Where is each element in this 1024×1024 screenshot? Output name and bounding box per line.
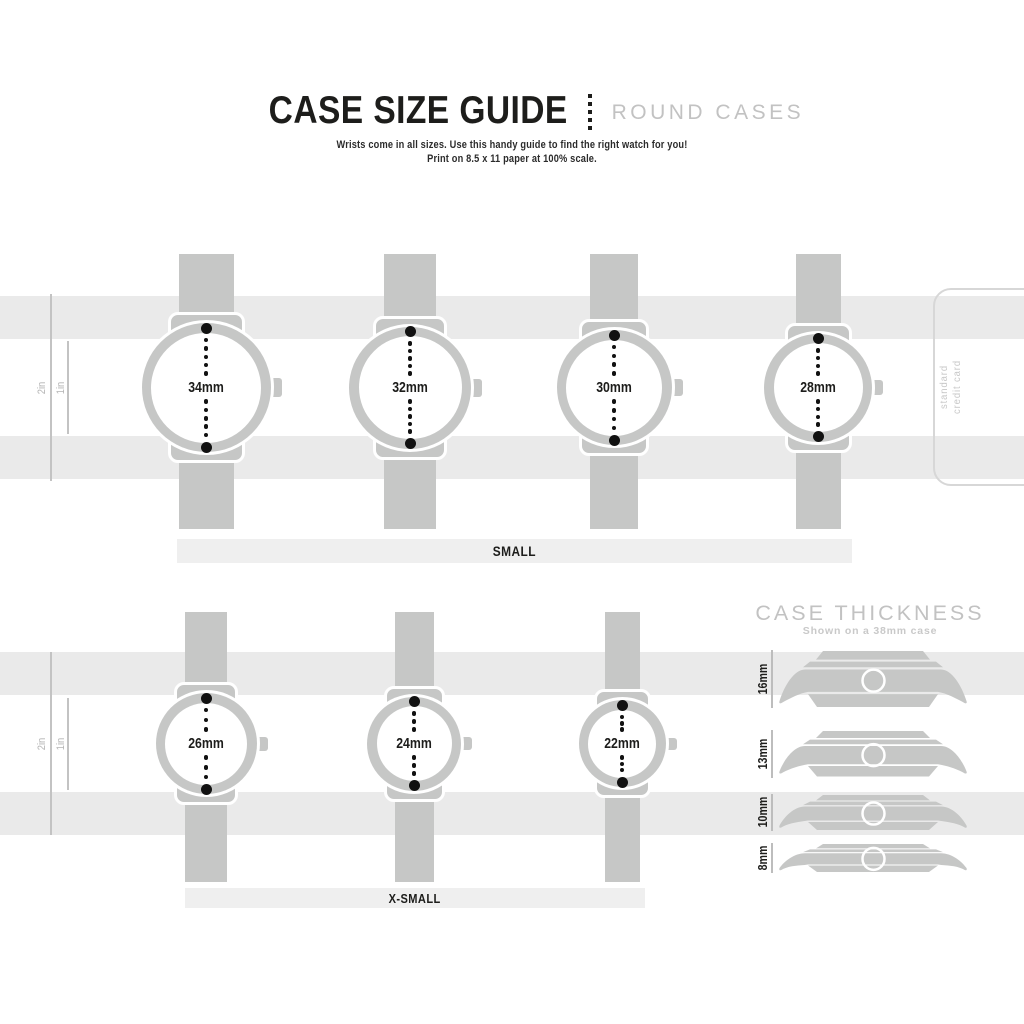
divider-dot [588, 118, 592, 122]
size-group-label: SMALL [492, 543, 537, 559]
diameter-dot [408, 371, 413, 376]
credit-card-label-line2: credit card [951, 359, 963, 415]
watch-size-label: 22mm [604, 734, 640, 752]
diameter-dot [620, 755, 625, 760]
diameter-dot [204, 765, 209, 770]
ruler-1in-label: 1in [55, 381, 67, 394]
description-line-1: Wrists come in all sizes. Use this handy guide to find the right watch for you! [336, 139, 688, 151]
size-group-bar [185, 888, 645, 908]
watch-size-label: 32mm [392, 378, 428, 396]
ruler-1in-line [67, 341, 69, 434]
watch-crown-icon [873, 380, 883, 395]
diameter-endpoint-dot [617, 700, 628, 711]
diameter-dot [412, 755, 417, 760]
size-group-bar [177, 539, 852, 563]
profile-caseback [808, 694, 938, 707]
diameter-endpoint-dot [617, 777, 628, 788]
watch-size-label: 34mm [188, 378, 224, 396]
profile-crystal [816, 651, 930, 660]
diameter-dot [204, 399, 209, 404]
watch-crown-icon [472, 379, 482, 397]
ruler-1in-line [67, 698, 69, 790]
diameter-endpoint-dot [813, 431, 824, 442]
case-thickness-title: CASE THICKNESS [755, 601, 985, 625]
diameter-dot [816, 399, 821, 404]
header [0, 86, 1024, 136]
diameter-dot [408, 429, 413, 434]
profile-caseback [808, 766, 938, 776]
ruler-2in-label: 2in [36, 737, 48, 750]
diameter-dot [620, 721, 625, 726]
divider-dot [588, 102, 592, 106]
diameter-dot [412, 719, 417, 724]
thickness-measure-line [771, 843, 773, 873]
profile-crystal [816, 795, 930, 800]
thickness-measure-line [771, 650, 773, 708]
thickness-label: 8mm [756, 845, 770, 871]
ruler-1in-label: 1in [55, 737, 67, 750]
category-title: ROUND CASES [611, 100, 805, 124]
thickness-label: 10mm [756, 796, 770, 828]
diameter-dot [204, 755, 209, 760]
case-profile-8mm [778, 844, 968, 872]
profile-bezel [803, 849, 943, 852]
diameter-dot [204, 424, 209, 429]
diameter-dot [204, 371, 209, 376]
thickness-label: 13mm [756, 738, 770, 770]
credit-card-label [938, 360, 964, 414]
case-profile-10mm [778, 795, 968, 830]
credit-card-label-line1: standard [938, 365, 950, 409]
diameter-dot [412, 771, 417, 776]
diameter-dot [612, 371, 617, 376]
diameter-dot [204, 727, 209, 732]
watch-size-label: 24mm [396, 734, 432, 752]
divider-dot [588, 110, 592, 114]
case-profile-13mm [778, 731, 968, 777]
diameter-endpoint-dot [609, 435, 620, 446]
watch-size-label: 26mm [188, 734, 224, 752]
page-title: CASE SIZE GUIDE [268, 89, 568, 132]
profile-bezel [803, 662, 943, 668]
watch-crown-icon [673, 379, 683, 396]
watch-size-label: 28mm [800, 378, 836, 396]
diameter-dot [412, 711, 417, 716]
background-stripe [0, 296, 1024, 339]
diameter-endpoint-dot [409, 780, 420, 791]
diameter-dot [204, 416, 209, 421]
diameter-dot [620, 727, 625, 732]
thickness-measure-line [771, 730, 773, 778]
diameter-endpoint-dot [409, 696, 420, 707]
diameter-dot [816, 422, 821, 427]
diameter-endpoint-dot [201, 784, 212, 795]
watch-size-label: 30mm [596, 378, 632, 396]
divider-dot [588, 94, 592, 98]
divider-dot [588, 126, 592, 130]
diameter-dot [408, 399, 413, 404]
background-stripe [0, 436, 1024, 479]
thickness-label: 16mm [756, 663, 770, 695]
diameter-dot [816, 371, 821, 376]
dotted-divider-icon [588, 94, 592, 130]
description-line-2: Print on 8.5 x 11 paper at 100% scale. [427, 153, 597, 165]
profile-crystal [816, 731, 930, 738]
diameter-dot [412, 763, 417, 768]
diameter-endpoint-dot [201, 323, 212, 334]
diameter-endpoint-dot [813, 333, 824, 344]
diameter-dot [408, 341, 413, 346]
diameter-dot [816, 348, 821, 353]
diameter-dot [204, 346, 209, 351]
diameter-endpoint-dot [201, 693, 212, 704]
watch-crown-icon [462, 737, 472, 750]
diameter-dot [612, 399, 617, 404]
diameter-endpoint-dot [405, 326, 416, 337]
watch-crown-icon [667, 738, 677, 750]
diameter-dot [612, 408, 617, 413]
watch-crown-icon [258, 737, 268, 751]
diameter-endpoint-dot [405, 438, 416, 449]
diameter-dot [408, 356, 413, 361]
watch-crown-icon [272, 378, 282, 397]
thickness-measure-line [771, 794, 773, 831]
profile-caseback [808, 821, 938, 829]
diameter-dot [412, 727, 417, 732]
ruler-2in-label: 2in [36, 381, 48, 394]
ruler-2in-line [50, 652, 52, 835]
case-profile-16mm [778, 651, 968, 707]
diameter-endpoint-dot [201, 442, 212, 453]
diameter-dot [612, 362, 617, 367]
ruler-2in-line [50, 294, 52, 481]
diameter-dot [408, 414, 413, 419]
size-group-label: X-SMALL [388, 890, 442, 906]
case-thickness-subtitle: Shown on a 38mm case [802, 625, 938, 637]
diameter-endpoint-dot [609, 330, 620, 341]
